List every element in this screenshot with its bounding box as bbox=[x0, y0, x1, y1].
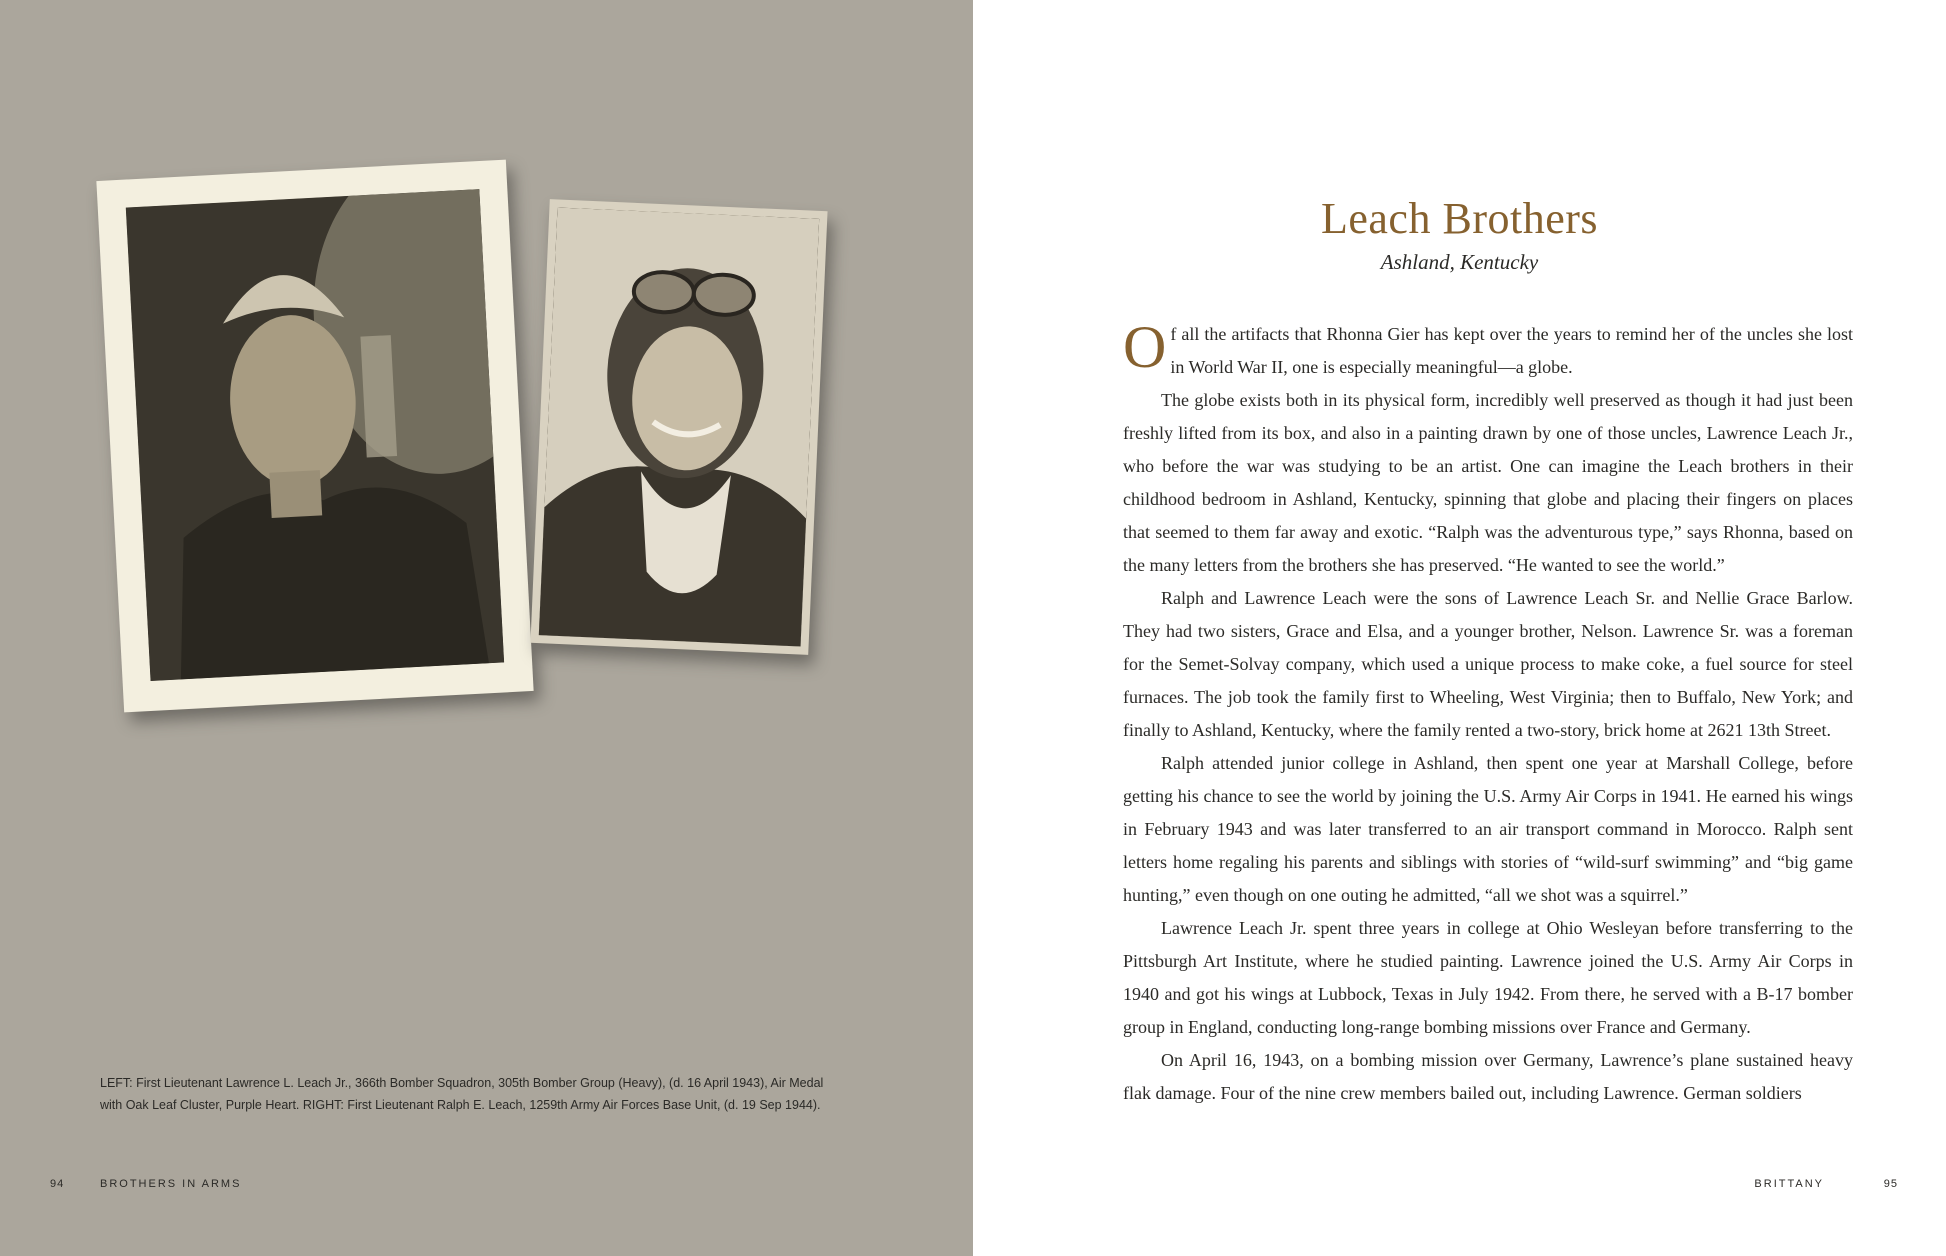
chapter-subtitle: Ashland, Kentucky bbox=[1380, 250, 1539, 274]
body-text bbox=[1123, 314, 1853, 1110]
chapter-title: Leach Brothers bbox=[1321, 194, 1598, 243]
running-head-left: BROTHERS IN ARMS bbox=[100, 1178, 242, 1190]
paragraph-3: Ralph and Lawrence Leach were the sons of Lawrence Leach Sr. and Nellie Grace Barlow. They had two sisters, Grace and Elsa, and a younger brother, Nelson. Lawrence Sr. was a foreman for the Semet-Solvay company, which used a unique process to make coke, a fuel source for steel furnaces. The job took the family first to Wheeling, West Virginia; then to Buffalo, New York; and finally to Ashland, Kentucky, where the family rented a two-story, brick home at 2621 13th Street. bbox=[1123, 588, 1853, 740]
paragraph-2: The globe exists both in its physical form, incredibly well preserved as though it had just been freshly lifted from its box, and also in a painting drawn by one of those uncles, Lawrence Leach Jr., who before the war was studying to be an artist. One can imagine the Leach brothers in their childhood bedroom in Ashland, Kentucky, spinning that globe and placing their fingers on places that seemed to them far away and exotic. “Ralph was the adventurous type,” says Rhonna, based on the many letters from the brothers she has preserved. “He wanted to see the world.” bbox=[1123, 390, 1853, 575]
photo-ralph-leach bbox=[530, 199, 827, 655]
right-page bbox=[973, 0, 1946, 1256]
portrait-ralph-image bbox=[539, 207, 819, 646]
running-head-right: BRITTANY bbox=[1754, 1178, 1824, 1190]
page-number-right: 95 bbox=[1883, 1178, 1898, 1190]
photo-lawrence-leach bbox=[96, 160, 533, 713]
paragraph-6: On April 16, 1943, on a bombing mission over Germany, Lawrence’s plane sustained heavy flak damage. Four of the nine crew members bailed out, including Lawrence. German soldiers bbox=[1123, 1050, 1853, 1103]
paragraph-5: Lawrence Leach Jr. spent three years in college at Ohio Wesleyan before transferring to the Pittsburgh Art Institute, where he studied painting. Lawrence joined the U.S. Army Air Corps in 1940 and got his wings at Lubbock, Texas in July 1942. From there, he served with a B-17 bomber group in England, conducting long-range bombing missions over France and Germany. bbox=[1123, 918, 1853, 1037]
photo-caption: LEFT: First Lieutenant Lawrence L. Leach Jr., 366th Bomber Squadron, 305th Bomber Group (Heavy), (d. 16 April 1943), Air Medal with Oak Leaf Cluster, Purple Heart. RIGHT: First Lieutenant Ralph E. Leach, 1259th Army Air Forces Base Unit, (d. 19 Sep 1944). bbox=[100, 1076, 824, 1112]
page-number-left: 94 bbox=[50, 1178, 65, 1190]
portrait-lawrence-image bbox=[126, 189, 504, 681]
drop-cap: O bbox=[1123, 314, 1167, 380]
paragraph-1: Of all the artifacts that Rhonna Gier has kept over the years to remind her of the uncles she lost in World War II, one is especially meaningful—a globe. bbox=[1123, 314, 1853, 380]
paragraph-4: Ralph attended junior college in Ashland, then spent one year at Marshall College, before getting his chance to see the world by joining the U.S. Army Air Corps in 1941. He earned his wings in February 1943 and was later transferred to an air transport command in Morocco. Ralph sent letters home regaling his parents and siblings with stories of “wild-surf swimming” and “big game hunting,” even though on one outing he admitted, “all we shot was a squirrel.” bbox=[1123, 753, 1853, 905]
